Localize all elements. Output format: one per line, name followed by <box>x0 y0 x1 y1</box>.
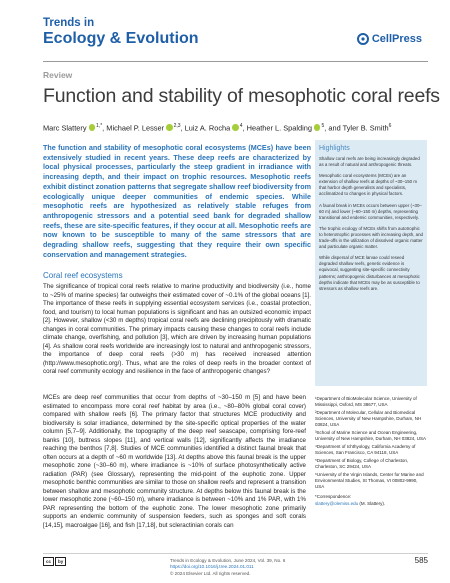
author-name: Heather L. Spalding <box>246 123 312 133</box>
highlight-item: Shallow coral reefs are being increasingly degraded as a result of natural and anthropogenic threats. <box>319 156 420 168</box>
author-name: Tyler B. Smith <box>342 123 389 133</box>
body-paragraph: MCEs are deep reef communities that occur from depths of ~30–150 m [5] and have been estimated to encompass more coral reef habitat by area (i.e., ~80–80% global coral cover) compared with shallow reefs [6]. The primary factor that structures MCE productivity and biodiversity is solar irradiance, determined by the site-specific optical properties of the water column [5,7–9]. Additionally, the topography of the deep reef seascape, comprising fore-reef banks [10], buttress slopes [11], and vertical walls [12], significantly affects the irradiance reaching the benthos [7,8]. Studies of MCE communities identified a distinct faunal break that often occurs at a depth of ~60 m worldwide [13]. At depths above this faunal break is the upper mesophotic zone (~30–60 m), where irradiance is ~10% of surface photosynthetically active radiation (PAR) (see Glossary), representing the mid-point of the euphotic zone. Upper mesophotic benthic communities are similar to those on shallow reefs and represent a transition between shallow and mesophotic community structure. At depths below this faunal break is the lower mesophotic zone (~60–150 m), where irradiance is between ~10% and 1% PAR, with 1% PAR representing the bottom of the euphotic zone. The lower mesophotic zone primarily supports an endemic community of suspension feeders, such as sponges and soft corals [14,15], macroalgae [16], and fish [17,18], but scleractinian corals can <box>43 394 306 529</box>
by-icon: by <box>55 557 66 566</box>
journal-name-line2: Ecology & Evolution <box>43 29 199 47</box>
cc-icon: cc <box>43 557 54 566</box>
affiliation-item: ⁴Department of Ichthyology, California Academy of Sciences, San Francisco, CA 94118, USA <box>315 443 416 456</box>
header-divider <box>43 61 428 62</box>
orcid-icon[interactable] <box>166 124 173 131</box>
correspondence <box>315 494 427 506</box>
highlight-item: A faunal break in MCEs occurs between upper (~30–60 m) and lower (~60–150 m) depths, representing transitional and endemic communities, respectively. <box>319 202 422 220</box>
license-badge[interactable] <box>43 557 66 566</box>
journal-name <box>43 18 199 47</box>
highlight-item: The trophic ecology of MCEs shifts from autotrophic to heterotrophic processes with increasing depth, and trade-offs in the utilization of dissolved organic matter and particulate organic matter. <box>319 225 423 250</box>
footer <box>170 558 360 577</box>
publisher-name: CellPress <box>371 33 422 45</box>
journal-name-line1: Trends in <box>43 17 95 29</box>
correspondence-name: (M. Slattery). <box>358 500 386 506</box>
affiliation-item: ⁵Department of Biology, College of Charleston, Charleston, SC 29424, USA <box>315 457 409 470</box>
cellpress-icon <box>357 33 369 45</box>
highlights-title: Highlights <box>319 145 350 152</box>
author-affiliation: 6 <box>388 123 392 129</box>
author-name: Luiz A. Rocha <box>184 123 231 133</box>
highlight-item: While dispersal of MCE larvae could reseed degraded shallow reefs, genetic evidence is equivocal, suggesting site-specific connectivity patterns; anthropogenic disturbances at mesophotic depths indicate that MCEs may be as susceptible to stressors as shallow reefs are. <box>319 255 420 291</box>
orcid-icon[interactable] <box>314 124 321 131</box>
footer-doi-link[interactable]: https://doi.org/10.1016/j.tree.2024.01.011 <box>170 564 254 570</box>
author-affiliation: 4 <box>239 123 243 129</box>
affiliation-item: ²Department of Molecular, Cellular and Biomedical Sciences, University of New Hampshire, Durham, NH 03824, USA <box>315 409 422 428</box>
author-affiliation: 5 <box>321 123 325 129</box>
section-heading: Coral reef ecosystems <box>43 271 123 280</box>
article-title: Function and stability of mesophotic coral reefs <box>43 85 440 107</box>
affiliations <box>315 396 427 507</box>
author-affiliation: 2,3 <box>173 123 181 129</box>
highlights-box <box>315 140 427 386</box>
highlight-item: Mesophotic coral ecosystems (MCEs) are an extension of shallow reefs at depths of ~30–150 m that harbor depth generalists and specialists, acclimatized to changes in physical factors. <box>319 173 417 197</box>
orcid-icon[interactable] <box>232 124 239 131</box>
orcid-icon[interactable] <box>89 124 96 131</box>
author-affiliation: 1,* <box>96 123 103 129</box>
author-name: Marc Slattery <box>43 123 87 133</box>
body-paragraph: The significance of tropical coral reefs relative to marine productivity and biodiversity (i.e., home to ~25% of marine species) far outweighs their estimated cover of ~0.1% of the global oceans [1]. The importance of these reefs in supplying essential ecosystem services (i.e., coastal protection, food, and tourism) to local human populations is significant and has an outsized economic impact [2]. However, shallow (<30 m depths) tropical coral reefs are declining precipitously with dramatic changes in coral communities. The primary impacts causing these changes to coral reefs include climate change, overfishing, and pollution [3], which are driven by increasing human populations [4]. As shallow coral reefs worldwide are increasingly lost to natural and anthropogenic stressors, the importance of deep coral reefs (>30 m) has received increased attention (http://www.mesophotic.org/). Thus, what are the roles of deep reefs in the broader context of coral reef community ecology and resilience in the face of anthropogenic changes? <box>43 283 311 375</box>
footer-citation: Trends in Ecology & Evolution, June 2024, Vol. 39, No. 6 <box>170 558 286 563</box>
affiliation-item: ⁶University of the Virgin Islands, Center for Marine and Environmental Studies, St Thomas, VI 00802-9990, USA <box>315 471 424 490</box>
abstract: The function and stability of mesophotic coral ecosystems (MCEs) have been extensively studied in recent years. These deep reefs are characterized by local physical processes, particularly the steep gradient in irradiance with increasing depth, and their impact on trophic resources. Mesophotic reefs exhibit distinct zonation patterns that segregate shallow reef biodiversity from ecologically unique deeper communities of endemic species. While mesophotic reefs are hypothesized as relatively stable refuges from anthropogenic stressors and a potential seed bank for degraded shallow reefs, these are site-specific features, if they occur at all. Mesophotic reefs are now known to be susceptible to many of the same stressors that are degrading shallow reefs, suggesting that they require their own specific conservation and management strategies. <box>43 143 311 259</box>
footer-divider <box>43 553 428 554</box>
author-list: Marc Slattery $^{1,*}$, Michael P. Lesser $^{2,3}$, Luiz A. Rocha $^4$, Heather L. Spalding $^5$, and Tyler B. Smith$^6$ <box>43 123 392 133</box>
correspondence-label: *Correspondence: <box>315 494 352 500</box>
footer-copyright: © 2024 Elsevier Ltd. All rights reserved. <box>170 570 251 576</box>
author-name: Michael P. Lesser <box>106 123 165 133</box>
affiliation-item: ¹Department of BioMolecular Science, University of Mississippi, Oxford, MS 38677, USA <box>315 396 417 408</box>
publisher-logo <box>357 33 422 45</box>
affiliation-item: ³School of Marine Science and Ocean Engineering, University of New Hampshire, Durham, NH 03824, USA <box>315 430 427 442</box>
page-number: 585 <box>414 556 428 565</box>
article-type: Review <box>43 70 73 80</box>
correspondence-email[interactable]: slattery@olemiss.edu <box>315 500 359 506</box>
